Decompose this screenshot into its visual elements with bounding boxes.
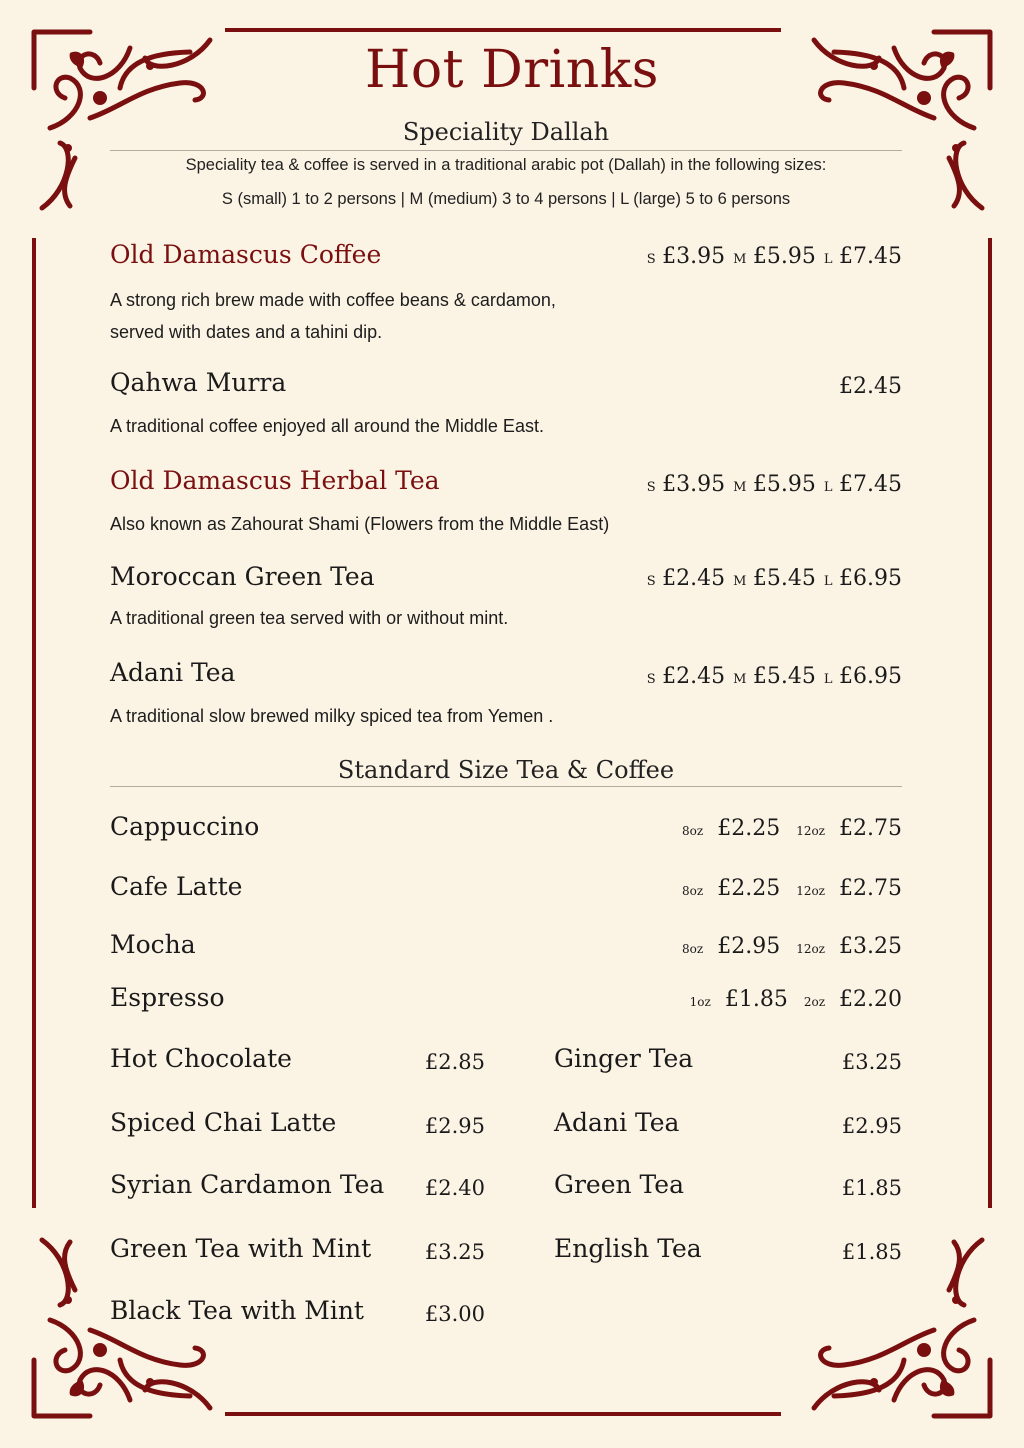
item-desc-adani-tea: A traditional slow brewed milky spiced tea from Yemen .: [110, 706, 554, 726]
price: £2.25: [717, 816, 781, 841]
price: £2.95: [717, 934, 781, 959]
right-item-english-tea: English Tea: [554, 1234, 702, 1263]
price-medium: £5.45: [752, 566, 816, 591]
frame-left-line: [32, 238, 36, 1208]
size-label: 12oz: [796, 942, 826, 956]
size-label: 8oz: [682, 824, 704, 838]
item-desc-old-damascus-herbal-tea: Also known as Zahourat Shami (Flowers from the Middle East): [110, 514, 610, 534]
price: £2.20: [839, 987, 902, 1012]
size-label: M: [733, 480, 747, 495]
std-price-cafe-latte: [666, 876, 902, 901]
size-label: M: [733, 672, 747, 687]
size-label: S: [646, 252, 657, 267]
left-item-green-tea-with-mint: Green Tea with Mint: [110, 1234, 372, 1263]
item-name-moroccan-green-tea: Moroccan Green Tea: [110, 562, 375, 591]
item-desc-qahwa-murra: A traditional coffee enjoyed all around the Middle East.: [110, 416, 544, 436]
frame-right-line: [988, 238, 992, 1208]
size-label: L: [823, 252, 834, 267]
right-price-adani-tea: £2.95: [841, 1114, 902, 1138]
std-item-espresso: Espresso: [110, 983, 225, 1012]
item-price-old-damascus-herbal-tea: [639, 472, 902, 497]
price-large: £7.45: [839, 472, 902, 497]
size-label: S: [646, 574, 657, 589]
price-small: £3.95: [662, 244, 726, 269]
price-small: £2.45: [662, 664, 726, 689]
std-item-mocha: Mocha: [110, 930, 196, 959]
size-label: S: [646, 672, 657, 687]
price-medium: £5.45: [752, 664, 816, 689]
item-name-old-damascus-herbal-tea: Old Damascus Herbal Tea: [110, 466, 440, 495]
price-large: £6.95: [839, 664, 902, 689]
standard-divider: [110, 786, 902, 787]
desc-line: A strong rich brew made with coffee beans & cardamon,: [110, 290, 556, 310]
size-label: 8oz: [682, 942, 704, 956]
item-name-old-damascus-coffee: Old Damascus Coffee: [110, 240, 382, 269]
price-medium: £5.95: [752, 472, 816, 497]
price-small: £3.95: [662, 472, 726, 497]
item-desc-old-damascus-coffee: [110, 284, 670, 348]
right-price-green-tea: £1.85: [841, 1176, 902, 1200]
item-name-adani-tea: Adani Tea: [110, 658, 236, 687]
left-price-black-tea-with-mint: £3.00: [424, 1302, 485, 1326]
price-large: £7.45: [839, 244, 902, 269]
price-medium: £5.95: [752, 244, 816, 269]
std-item-cappuccino: Cappuccino: [110, 812, 260, 841]
speciality-intro-line1: Speciality tea & coffee is served in a traditional arabic pot (Dallah) in the following sizes:: [185, 156, 827, 174]
frame-top-line: [225, 28, 781, 32]
price: £2.75: [839, 816, 902, 841]
right-price-ginger-tea: £3.25: [841, 1050, 902, 1074]
price: £1.85: [724, 987, 788, 1012]
price-large: £6.95: [839, 566, 902, 591]
size-label: 2oz: [803, 995, 826, 1009]
std-price-cappuccino: [666, 816, 902, 841]
item-price-adani-tea: [639, 664, 902, 689]
item-desc-moroccan-green-tea: A traditional green tea served with or without mint.: [110, 608, 509, 628]
size-label: 1oz: [689, 995, 711, 1009]
size-label: M: [733, 252, 747, 267]
right-item-adani-tea: Adani Tea: [554, 1108, 680, 1137]
size-label: 12oz: [796, 884, 826, 898]
desc-line: served with dates and a tahini dip.: [110, 322, 383, 342]
left-price-hot-chocolate: £2.85: [424, 1050, 485, 1074]
left-price-spiced-chai-latte: £2.95: [424, 1114, 485, 1138]
std-price-espresso: [674, 987, 902, 1012]
right-item-ginger-tea: Ginger Tea: [554, 1044, 694, 1073]
size-label: L: [823, 574, 834, 589]
item-name-qahwa-murra: Qahwa Murra: [110, 368, 287, 397]
price: £2.75: [839, 876, 902, 901]
size-label: S: [646, 480, 657, 495]
page-title: Hot Drinks: [365, 40, 659, 100]
speciality-intro-line2: S (small) 1 to 2 persons | M (medium) 3 to 4 persons | L (large) 5 to 6 persons: [221, 190, 791, 208]
standard-heading: Standard Size Tea & Coffee: [337, 756, 675, 784]
right-price-english-tea: £1.85: [841, 1240, 902, 1264]
frame-bottom-line: [225, 1412, 781, 1416]
size-label: 8oz: [682, 884, 704, 898]
size-label: 12oz: [796, 824, 826, 838]
left-item-black-tea-with-mint: Black Tea with Mint: [110, 1296, 364, 1325]
size-label: L: [823, 480, 834, 495]
std-item-cafe-latte: Cafe Latte: [110, 872, 243, 901]
item-price-moroccan-green-tea: [639, 566, 902, 591]
size-label: L: [823, 672, 834, 687]
std-price-mocha: [666, 934, 902, 959]
price-small: £2.45: [662, 566, 726, 591]
price: £3.25: [839, 934, 902, 959]
left-price-green-tea-with-mint: £3.25: [424, 1240, 485, 1264]
left-item-hot-chocolate: Hot Chocolate: [110, 1044, 292, 1073]
item-price-qahwa-murra: £2.45: [839, 374, 902, 399]
price: £2.25: [717, 876, 781, 901]
size-label: M: [733, 574, 747, 589]
speciality-heading: Speciality Dallah: [402, 118, 610, 146]
right-item-green-tea: Green Tea: [554, 1170, 684, 1199]
left-item-spiced-chai-latte: Spiced Chai Latte: [110, 1108, 337, 1137]
item-price-old-damascus-coffee: [639, 244, 902, 269]
speciality-divider: [110, 150, 902, 151]
left-item-syrian-cardamon-tea: Syrian Cardamon Tea: [110, 1170, 385, 1199]
left-price-syrian-cardamon-tea: £2.40: [424, 1176, 485, 1200]
